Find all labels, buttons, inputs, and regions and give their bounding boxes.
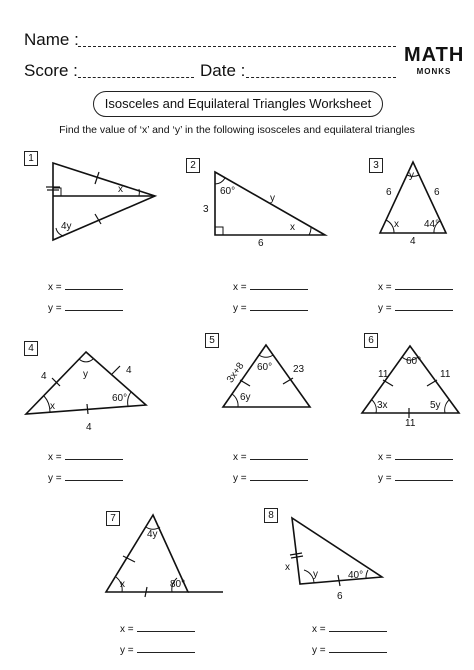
answer-6-x: x =: [378, 450, 453, 463]
t5-label-23: 23: [293, 364, 305, 375]
answer-1-y-field[interactable]: [65, 301, 123, 311]
answer-7-x-field[interactable]: [137, 622, 195, 632]
triangle-8: [292, 518, 382, 584]
problem-number-4: 4: [24, 341, 38, 356]
t7-label-4y: 4y: [147, 529, 158, 540]
t2-label-x: x: [290, 222, 295, 233]
date-label: Date :: [200, 61, 246, 80]
answer-5-x-field[interactable]: [250, 450, 308, 460]
answer-5-x: x =: [233, 450, 308, 463]
answer-2-y-field[interactable]: [250, 301, 308, 311]
t6-label-11c: 11: [405, 418, 416, 429]
t8-label-x: x: [285, 562, 290, 573]
answer-5-y: y =: [233, 471, 308, 484]
problem-number-6: 6: [364, 333, 378, 348]
problem-number-8: 8: [264, 508, 278, 523]
t7-label-80: 80°: [170, 579, 186, 590]
t8-label-6: 6: [337, 591, 343, 602]
answer-1-y: y =: [48, 301, 123, 314]
t4-label-60: 60°: [112, 393, 128, 404]
answer-4-y: y =: [48, 471, 123, 484]
answer-3-x: x =: [378, 280, 453, 293]
t3-label-6b: 6: [434, 187, 440, 198]
t3-label-44: 44°: [424, 219, 440, 230]
t1-label-4y: 4y: [61, 221, 72, 232]
answer-1-x-field[interactable]: [65, 280, 123, 290]
t6-label-11b: 11: [440, 369, 451, 380]
t5-label-6y: 6y: [240, 392, 251, 403]
answer-3-y: y =: [378, 301, 453, 314]
answer-1-x: x =: [48, 280, 123, 293]
answer-2-x-field[interactable]: [250, 280, 308, 290]
t3-label-x: x: [394, 219, 399, 230]
logo-monks-text: MONKS: [416, 67, 452, 76]
problem-number-2: 2: [186, 158, 200, 173]
t6-label-5y: 5y: [430, 400, 441, 411]
worksheet-title: Isosceles and Equilateral Triangles Worksheet: [93, 91, 383, 117]
answer-7-x: x =: [120, 622, 195, 635]
answer-3-y-field[interactable]: [395, 301, 453, 311]
t6-label-11a: 11: [378, 369, 389, 380]
answer-7-y-field[interactable]: [137, 643, 195, 653]
t7-label-x: x: [120, 579, 125, 590]
answer-8-y: y =: [312, 643, 387, 656]
answer-6-y: y =: [378, 471, 453, 484]
answer-8-y-field[interactable]: [329, 643, 387, 653]
t8-label-40: 40°: [348, 570, 364, 581]
answer-5-y-field[interactable]: [250, 471, 308, 481]
answer-3-x-field[interactable]: [395, 280, 453, 290]
answer-8-x: x =: [312, 622, 387, 635]
t5-label-3x8: 3x+8: [224, 360, 247, 386]
answer-4-x-field[interactable]: [65, 450, 123, 460]
t6-label-3x: 3x: [377, 400, 388, 411]
score-label: Score :: [24, 61, 78, 80]
t4-label-4b: 4: [126, 365, 132, 376]
answer-2-y: y =: [233, 301, 308, 314]
t4-label-x: x: [50, 401, 55, 412]
t4-label-4a: 4: [41, 371, 47, 382]
answer-7-y: y =: [120, 643, 195, 656]
logo-math-text: MATH: [404, 44, 465, 66]
t5-label-60: 60°: [257, 362, 273, 373]
problem-number-7: 7: [106, 511, 120, 526]
t3-label-4: 4: [410, 236, 416, 247]
problem-number-5: 5: [205, 333, 219, 348]
t4-label-4c: 4: [86, 422, 92, 433]
problem-number-1: 1: [24, 151, 38, 166]
name-label: Name :: [24, 30, 79, 49]
t2-label-3: 3: [203, 204, 209, 215]
t8-label-y: y: [313, 569, 318, 580]
answer-6-x-field[interactable]: [395, 450, 453, 460]
t4-label-y: y: [83, 369, 88, 380]
answer-4-y-field[interactable]: [65, 471, 123, 481]
t6-label-60: 60°: [406, 356, 422, 367]
t3-label-y: y: [409, 170, 414, 181]
instruction-text: Find the value of ‘x’ and ‘y’ in the following isosceles and equilateral triangles: [59, 124, 415, 136]
answer-2-x: x =: [233, 280, 308, 293]
answer-6-y-field[interactable]: [395, 471, 453, 481]
t2-label-6: 6: [258, 238, 264, 249]
answer-4-x: x =: [48, 450, 123, 463]
problem-number-3: 3: [369, 158, 383, 173]
t3-label-6a: 6: [386, 187, 392, 198]
answer-8-x-field[interactable]: [329, 622, 387, 632]
t1-label-x: x: [118, 184, 123, 195]
t2-label-y: y: [270, 193, 275, 204]
t2-label-60: 60°: [220, 186, 236, 197]
